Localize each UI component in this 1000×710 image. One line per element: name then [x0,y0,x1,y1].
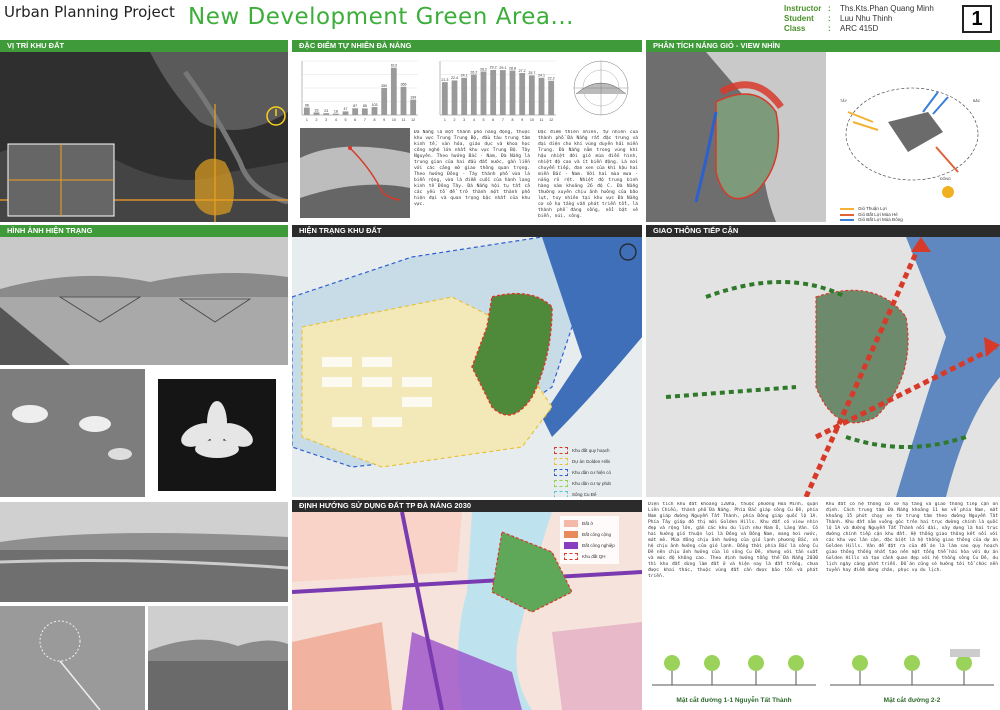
chart-data-label: 23 [324,109,329,114]
chart-data-label: 27.2 [518,68,526,73]
chart-data-label: 22.2 [547,76,555,81]
chart-data-label: 33 [314,108,319,113]
legend-item: Gió Bất Lợi Mùa Hè [840,212,898,217]
section-bar-phan-tich: PHÂN TÍCH NẮNG GIÓ - VIEW NHÌN [646,40,1000,52]
section-caption-2: Mặt cắt đường 2-2 [883,697,941,704]
chart-bar [362,108,368,115]
chart-tick-label: 3 [325,118,328,122]
chart-bar [333,114,339,115]
photo-egrets [0,369,145,497]
legend-item: Dự án Golden Hills [554,456,611,467]
chart-tick-label: 2 [315,118,318,122]
chart-bar [471,75,477,115]
chart-tick-label: 1 [443,118,446,122]
traffic-description-text: Khu đất có hệ thống cơ sở hạ tầng và giao thông tiếp cận ổn định. Cách trung tâm Đà Nẵng khoảng 11 km về phía Nam, mất khoảng 15 phút chạy xe từ trung tâm theo đường Nguyễn Tất Thành. Khu đất nằm vuông góc trên hai trục đường chính là quốc lộ 1A và đường Nguyễn Tất Thành nối dài, xây dựng là hai trục đường chính tiếp cận khu đất. Hệ thống giao thông kết nối với các khu vực lân cận, đặc biệt là hệ thống giao thông của dự án Golden Hills. Vân đề đặt ra của đồ án là làm sao quy hoạch giao thông thống nhất tạo nên một tổng thể hài hòa với dự án Golden Hills và tạo cảnh quan đẹp với hệ thống sông Cu Đê, du lịch ngày càng phát triển. Đồ án cũng sẽ hướng tới tổ chức nền tuyến hay điểm dừng chân, phục vụ du lịch. [826,502,998,573]
instructor-key: Instructor [784,4,822,13]
chart-data-label: 26.2 [470,70,478,75]
legend-item: Khu đất quy hoạch [554,445,611,456]
chart-data-label: 613 [390,63,397,68]
wind-legend-3 [840,217,903,222]
chart-tick-label: 10 [391,118,396,122]
section-bar-hien-trang: HIỆN TRẠNG KHU ĐẤT [292,225,642,237]
photo-lake [148,606,288,710]
chart-data-label: 350 [381,83,388,88]
legend-item: Gió Bất Lợi Mùa Đông [840,217,903,222]
chart-bar [381,88,387,115]
chart-bar [410,100,416,115]
street-section-1 [652,645,816,693]
chart-bar [323,113,329,115]
sheet-number: 1 [962,5,992,33]
project-label: Urban Planning Project [4,3,175,21]
status-description-text: Diện tích khu đất khoảng 120ha, thuộc phường Hòa Minh, quận Liên Chiểu, thành phố Đà Nẵng. Phía Bắc giáp sông Cu Đê, phía Nam giáp đường Nguyễn Tất Thành, phía Đông giáp quốc lộ 1A. Phía Tây giáp đô thị mới Golden Hills. Khu đất có view nhìn đẹp và rộng lớn, gần các khu du lịch như Nam Ô, Lăng Vân. Có hai hướng gió thuận lợi là Đông và Đông Nam, mang hơi nước, mát mẻ. Mùa đông chịu ảnh hưởng của gió lạnh phương Bắc, và hệ chịu ảnh hưởng của gió lạnh. Đồng thời phía Bắc là sông Cu Đê nên chịu ảnh hưởng của lũ sông Cu Đê, nhưng với tần suất và mức độ không cao. Theo định hướng tổng thể Đà Nẵng 2030 thì khu đất dùng làm đất ở và hiện nay là đất trống, chưa được khai thác, thuộc vùng đất cần được bảo tồn và phát triển. [648,502,818,579]
chart-data-label: 18 [333,109,338,114]
photo-river-nets [0,237,288,365]
site-status-map [292,237,642,497]
chart-data-label: 103 [371,102,378,107]
photo-dandelion [0,606,145,710]
chart-bar [452,80,458,115]
section-bar-vi-tri: VỊ TRÍ KHU ĐẤT [0,40,288,52]
chart-tick-label: 6 [492,118,495,122]
chart-tick-label: 4 [472,118,475,122]
chart-data-label: 28.2 [480,67,487,72]
legend-item: Sông Cu Đê [554,489,611,497]
class-value: ARC 415D [840,24,879,33]
chart-data-label: 29.1 [499,65,507,70]
chart-data-label: 199 [410,95,417,100]
landuse-legend [560,516,619,564]
danang-aerial-photo [300,128,410,218]
chart-bar [529,75,535,115]
sun-path-diagram [566,58,636,118]
chart-tick-label: 11 [539,118,544,122]
chart-data-label: 47 [343,107,348,112]
section-bar-hinh-anh: HÌNH ẢNH HIỆN TRẠNG [0,225,288,237]
photo-lotus [158,379,276,491]
chart-bar [304,108,310,115]
chart-data-label: 366 [400,82,407,87]
student-value: Luu Nhu Thinh [840,14,893,23]
credits-block: Instructor : Ths.Kts.Phan Quang Minh Student : Luu Nhu Thinh Class : ARC 415D [784,4,934,33]
chart-bar [442,82,448,115]
page-title: New Development Green Area... [188,4,574,30]
chart-data-label: 24.1 [538,73,545,78]
chart-tick-label: 10 [529,118,534,122]
section-caption-1: Mặt cắt đường 1-1 Nguyễn Tất Thành [676,697,792,704]
chart-bar [352,108,358,115]
chart-tick-label: 7 [363,118,366,122]
legend-item: Khu đất QH [564,551,615,562]
chart-tick-label: 8 [511,118,514,122]
chart-tick-label: 8 [373,118,376,122]
chart-bar [401,87,407,115]
chart-bar [500,70,506,115]
chart-tick-label: 2 [453,118,456,122]
instructor-value: Ths.Kts.Phan Quang Minh [840,4,934,13]
access-traffic-map [646,237,1000,497]
rainfall-chart [294,55,422,125]
chart-tick-label: 1 [305,118,308,122]
chart-tick-label: 5 [344,118,347,122]
legend-item: Đất công nghiệp [564,540,615,551]
chart-bar [539,78,545,115]
photo-river-landscape [0,502,288,602]
chart-tick-label: 7 [501,118,504,122]
chart-tick-label: 12 [411,118,416,122]
chart-data-label: 21.3 [441,77,449,82]
chart-bar [548,81,554,115]
chart-bar [481,71,487,115]
legend-item: Đất ở [564,518,615,529]
chart-data-label: 22.4 [451,76,458,81]
class-key: Class [784,24,806,33]
chart-bar [391,68,397,115]
student-key: Student [784,14,814,23]
legend-item: Khu dân cư tự phát [554,478,611,489]
chart-tick-label: 3 [463,118,466,122]
chart-tick-label: 9 [383,118,386,122]
section-bar-dinh-huong: ĐỊNH HƯỚNG SỬ DỤNG ĐẤT TP ĐÀ NẴNG 2030 [292,500,642,512]
climate-text-1: Đà Nẵng là một thành phố năng động, thuộc khu vực Trung Trung Bộ, đầu tàu trung tâm kinh tế, văn hóa, giáo dục và khoa học công nghệ lớn nhất khu vực Trung Bộ. Tây Nguyên. Theo hướng Bắc - Nam, Đà Nẵng là trung gian của hai đầu đất nước, gần liền với các cảng mở giao thông quan trọng. Theo hướng Đông - Tây thành phố vừa là biển rộng, vừa là điểm cuối của hành lang kinh tế Đông Tây. Đà Nẵng hội tụ tất cả các yếu tố để trở thành một thành phố hiện đại và quan trọng bậc nhất của khu vực. [414,130,530,207]
chart-data-label: 28.8 [509,66,516,71]
chart-tick-label: 6 [354,118,357,122]
section-bar-giao-thong: GIAO THÔNG TIẾP CẬN [646,225,1000,237]
status-legend [554,445,611,497]
climate-text-2: Đặc điểm thiên nhiên, tự nhiên của thành phố Đà Nẵng rất đặc trưng và đại diện cho khí vùng duyên hải miền Trung. Đà Nẵng nằm trong vùng khí hậu nhiệt đới gió mùa điển hình, nhiệt độ cao và ít biến động. Là nơi chuyển tiếp, đan xen của khí hậu hai miền Bắc - Nam. Với hai mùa mưa - nắng rõ rệt. Nhiệt độ trung bình hàng năm khoảng 26 độ C. Đà Nẵng thường xuyên chịu ảnh hưởng của bão lụt, tuy nhiên tại khu vực Đà Nẵng cơ sở hạ tầng vẫn phát triển tốt, là thành phố đáng sống, nổi bật về biển, núi, sông. [538,130,638,219]
chart-data-label: 24.1 [460,73,468,78]
chart-data-label: 87 [353,104,358,109]
chart-tick-label: 12 [549,118,554,122]
chart-data-label: 25.7 [528,71,536,76]
chart-bar [343,111,349,115]
wind-diagram [828,52,1000,222]
chart-bar [314,112,320,115]
section-bar-dac-diem: ĐẶC ĐIỂM TỰ NHIÊN ĐÀ NẴNG [292,40,642,52]
legend-item: Gió Thuận Lợi [840,206,887,212]
compass-dong: ĐÔNG [940,177,951,181]
chart-data-label: 85 [362,104,367,109]
chart-tick-label: 9 [521,118,524,122]
compass-bac: BẮC [973,99,981,103]
street-section-2 [830,645,994,693]
chart-bar [519,73,525,115]
chart-tick-label: 11 [401,118,406,122]
legend-item: Khu dân cư hiện có [554,467,611,478]
legend-item: Đất công cộng [564,529,615,540]
chart-tick-label: 4 [334,118,337,122]
landuse-plan-map [292,512,642,710]
chart-bar [372,107,378,115]
wind-view-map [646,52,826,222]
chart-bar [510,71,516,115]
chart-bar [490,70,496,115]
compass-tay: TÂY [840,99,847,103]
chart-data-label: 29.2 [489,65,497,70]
temperature-chart [432,55,560,125]
chart-bar [461,78,467,115]
chart-tick-label: 5 [482,118,485,122]
site-location-map [0,52,288,222]
chart-data-label: 96 [304,103,309,108]
